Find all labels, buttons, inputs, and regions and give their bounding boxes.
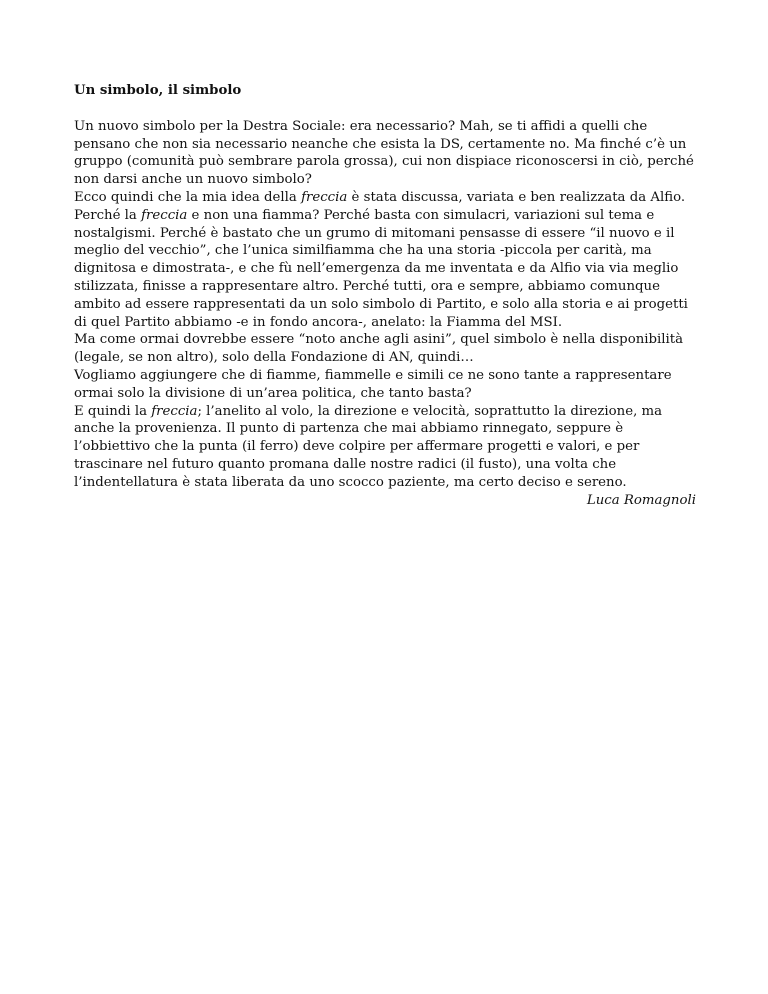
paragraph-text: Un nuovo simbolo per la Destra Sociale: era necessario? Mah, se ti affidi a quelli che pensano che non sia necessario neanche che esista la DS, certamente no. Ma finché c’è un gruppo (comunità può sembrare parola grossa), cui non dispiace riconoscersi in ciò, perché non darsi anche un nuovo simbolo? [74,118,694,188]
paragraph-text: Vogliamo aggiungere che di fiamme, fiammelle e simili ce ne sono tante a rappresentare ormai solo la divisione di un’area politica, che tanto basta? [74,367,672,401]
paragraph-text: Ma come ormai dovrebbe essere “noto anche agli asini”, quel simbolo è nella disponibilità (legale, se non altro), solo della Fondazione di AN, quindi… [74,332,684,366]
emphasis-freccia: freccia [141,207,188,223]
emphasis-freccia: freccia [151,403,198,419]
paragraph-text: Ecco quindi che la mia idea della [74,189,302,205]
paragraph-3 [74,331,696,367]
document-page [74,82,696,509]
document-body [74,118,696,492]
paragraph-text: E quindi la [74,403,152,419]
paragraph-1 [74,118,696,189]
paragraph-5 [74,403,696,492]
document-title: Un simbolo, il simbolo [74,83,242,98]
paragraph-2 [74,189,696,331]
paragraph-text: e non una fiamma? Perché basta con simulacri, variazioni sul tema e nostalgismi. Perché è bastato che un grumo di mitomani pensasse di essere “il nuovo e il meglio del vecchio”, che l’unica similfiamma che ha una storia -piccola per carità, ma dignitosa e dimostrata-, e che fù nell’emergenza da me inventata e da Alfio via via meglio stilizzata, finisse a rappresentare altro. Perché tutti, ora e sempre, abbiamo comunque ambito ad essere rappresentati da un solo simbolo di Partito, e solo alla storia e ai progetti di quel Partito abbiamo -e in fondo ancora-, anelato: la Fiamma del MSI. [74,207,688,330]
paragraph-4 [74,367,696,403]
author-signature: Luca Romagnoli [586,492,696,508]
emphasis-freccia: freccia [301,189,348,205]
paragraph-text: è stata discussa, variata e ben realizzata da Alfio. Perché la [74,189,686,223]
paragraph-text: ; l’anelito al volo, la direzione e velocità, soprattutto la direzione, ma anche la provenienza. Il punto di partenza che mai abbiamo rinnegato, seppure è l’obbiettivo che la punta (il ferro) deve colpire per affermare progetti e valori, e per trascinare nel futuro quanto promana dalle nostre radici (il fusto), una volta che l’indentellatura è stata liberata da uno scocco paziente, ma certo deciso e sereno. [74,403,663,490]
